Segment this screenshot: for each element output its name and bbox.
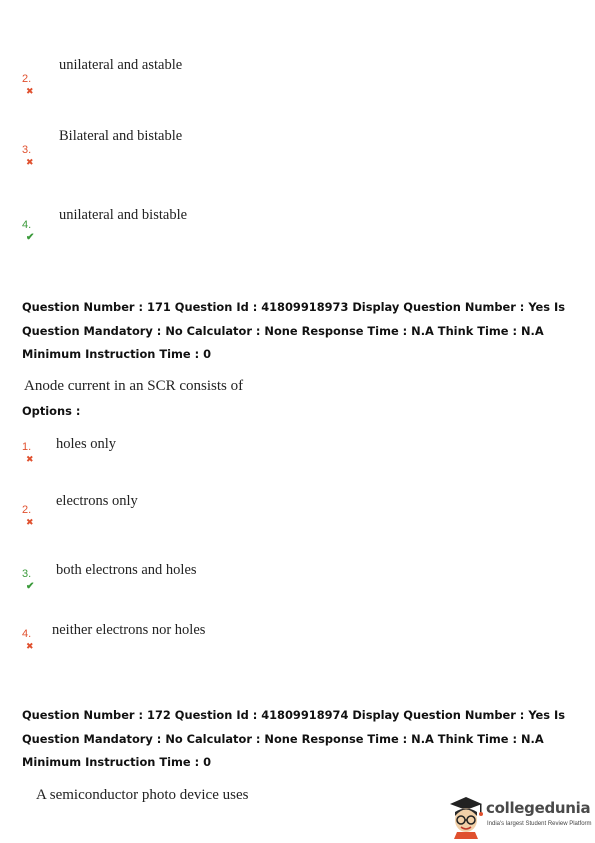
option-text: holes only xyxy=(56,436,117,452)
wrong-mark-icon: ✖ xyxy=(26,86,34,96)
option-text: Bilateral and bistable xyxy=(59,128,183,144)
student-mascot-icon xyxy=(446,795,486,839)
options-label: Options : xyxy=(22,404,81,418)
wrong-mark-icon: ✖ xyxy=(26,454,34,464)
option-number: 4.✔ xyxy=(22,219,35,243)
option-number: 2.✖ xyxy=(22,504,34,527)
question-text: Anode current in an SCR consists of xyxy=(24,378,244,394)
collegedunia-logo[interactable] xyxy=(446,795,595,840)
question-header: Question Number : 171 Question Id : 41809918973 Display Question Number : Yes Is Question Mandatory : No Calculator : None Response Time : N.A Think Time : N.A Minimum Instruction Time : 0 xyxy=(22,300,566,361)
question-header: Question Number : 172 Question Id : 41809918974 Display Question Number : Yes Is Question Mandatory : No Calculator : None Response Time : N.A Think Time : N.A Minimum Instruction Time : 0 xyxy=(22,708,566,769)
check-mark-icon: ✔ xyxy=(26,232,35,243)
option-number: 1.✖ xyxy=(22,441,34,464)
option-number: 4.✖ xyxy=(22,628,34,651)
check-mark-icon: ✔ xyxy=(26,581,35,592)
option-number: 3.✖ xyxy=(22,144,34,167)
wrong-mark-icon: ✖ xyxy=(26,641,34,651)
option-text: neither electrons nor holes xyxy=(52,622,206,638)
logo-tagline: India's largest Student Review Platform xyxy=(487,821,592,827)
logo-wordmark: collegedunia xyxy=(486,799,591,817)
option-number: 3.✔ xyxy=(22,568,35,592)
option-text: unilateral and bistable xyxy=(59,207,188,223)
option-text: both electrons and holes xyxy=(56,562,197,578)
option-number: 2.✖ xyxy=(22,73,34,96)
wrong-mark-icon: ✖ xyxy=(26,157,34,167)
option-text: electrons only xyxy=(56,493,138,509)
question-text: A semiconductor photo device uses xyxy=(36,787,249,803)
option-text: unilateral and astable xyxy=(59,57,183,73)
wrong-mark-icon: ✖ xyxy=(26,517,34,527)
